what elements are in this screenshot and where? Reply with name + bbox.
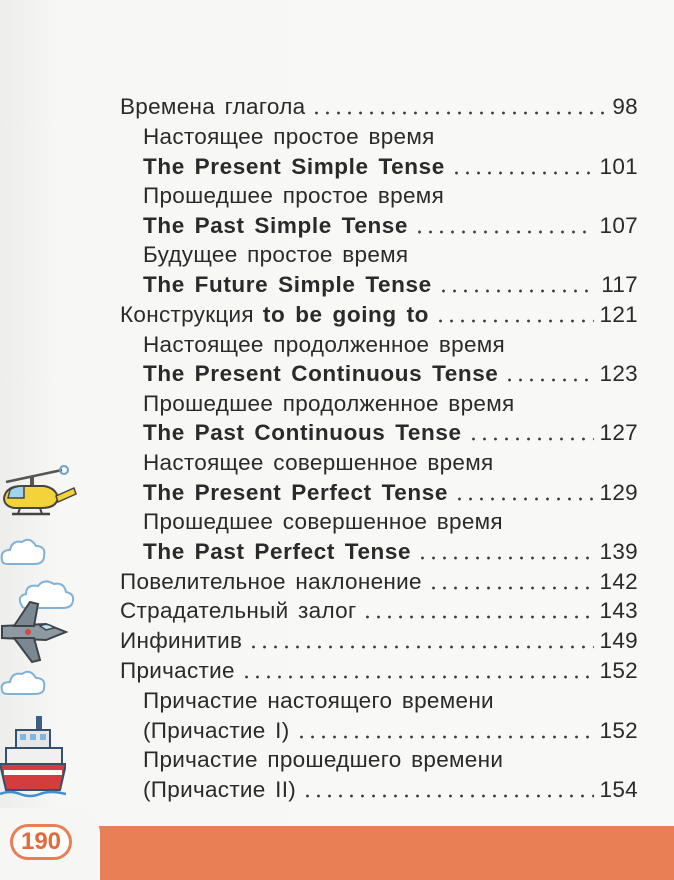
- toc-entry: [143, 175, 638, 209]
- ship-icon: [0, 712, 66, 804]
- toc-entry: [143, 234, 638, 268]
- toc-entry-title: The Past Perfect Tense: [143, 539, 412, 564]
- toc-entry-title: Настоящее совершенное время: [143, 450, 494, 475]
- footer-bar: [0, 826, 674, 880]
- helicopter-icon: [0, 462, 80, 526]
- toc-entry: [143, 442, 638, 476]
- page-number: 190: [10, 824, 72, 860]
- toc-entry-page: 152: [599, 718, 638, 743]
- dot-leader: [362, 615, 593, 619]
- dot-leader: [302, 794, 593, 798]
- toc-entry-title: Прошедшее продолженное время: [143, 391, 515, 416]
- toc-entry: [143, 116, 638, 150]
- toc-entry-page: 127: [599, 420, 638, 445]
- cloud-icon: [0, 534, 46, 568]
- toc-entry: [120, 620, 638, 654]
- toc-entry-title: (Причастие II): [143, 777, 297, 802]
- toc-entry: [120, 86, 638, 120]
- toc-entry: [143, 353, 638, 387]
- toc-entry-title: The Past Continuous Tense: [143, 420, 462, 445]
- toc-entry-page: 142: [599, 569, 638, 594]
- dot-leader: [435, 319, 594, 323]
- toc-entry-title: The Present Simple Tense: [143, 154, 445, 179]
- toc-entry-page: 123: [599, 361, 638, 386]
- toc-entry-page: 139: [599, 539, 638, 564]
- toc-entry-page: 129: [599, 480, 638, 505]
- fighter-jet-icon: [0, 596, 68, 668]
- toc-entry-title: The Future Simple Tense: [143, 272, 432, 297]
- dot-leader: [504, 378, 593, 382]
- toc-entry-title: Причастие прошедшего времени: [143, 747, 504, 772]
- toc-entry-page: 117: [601, 272, 638, 297]
- toc-entry-title: Инфинитив: [120, 628, 243, 653]
- toc-entry-title: Страдательный залог: [120, 598, 357, 623]
- dot-leader: [241, 675, 594, 679]
- toc-entry-title: Будущее простое время: [143, 242, 409, 267]
- toc-entry-title: The Present Perfect Tense: [143, 480, 448, 505]
- toc-entry: [120, 590, 638, 624]
- toc-entry: [143, 264, 638, 298]
- toc-entry-title: Времена глагола: [120, 94, 306, 119]
- toc-entry-page: 107: [599, 213, 638, 238]
- toc-entry: [143, 769, 638, 803]
- toc-entry-title: Причастие настоящего времени: [143, 688, 494, 713]
- toc-entry: [120, 294, 638, 328]
- toc-entry: [120, 650, 638, 684]
- toc-entry-title-bold: to be going to: [262, 302, 430, 327]
- toc-entry-title: Настоящее простое время: [143, 124, 435, 149]
- toc-entry-page: 154: [599, 777, 638, 802]
- toc-entry-title: The Past Simple Tense: [143, 213, 409, 238]
- dot-leader: [248, 645, 593, 649]
- toc-entry: [143, 501, 638, 535]
- toc-entry: [143, 739, 638, 773]
- cloud-icon: [0, 668, 46, 698]
- toc-entry: [143, 531, 638, 565]
- toc-entry-title: Прошедшее совершенное время: [143, 509, 503, 534]
- toc-entry-page: 98: [612, 94, 638, 119]
- toc-entry-title: Настоящее продолженное время: [143, 332, 506, 357]
- toc-entry-page: 143: [599, 598, 638, 623]
- toc-entry: [143, 412, 638, 446]
- toc-entry-title: The Present Continuous Tense: [143, 361, 499, 386]
- toc-entry-title: Прошедшее простое время: [143, 183, 445, 208]
- toc-entry-title: Конструкция: [120, 302, 254, 327]
- dot-leader: [438, 289, 596, 293]
- toc-entry-page: 121: [599, 302, 638, 327]
- toc-entry-page: 101: [599, 154, 638, 179]
- toc-entry-title: (Причастие I): [143, 718, 290, 743]
- toc-entry-title: Повелительное наклонение: [120, 569, 422, 594]
- toc-entry-title: Причастие: [120, 658, 235, 683]
- toc-entry-page: 149: [599, 628, 638, 653]
- dot-leader: [468, 437, 594, 441]
- dot-leader: [417, 556, 593, 560]
- toc-entry: [143, 680, 638, 714]
- toc-entry-page: 152: [599, 658, 638, 683]
- dot-leader: [311, 111, 606, 115]
